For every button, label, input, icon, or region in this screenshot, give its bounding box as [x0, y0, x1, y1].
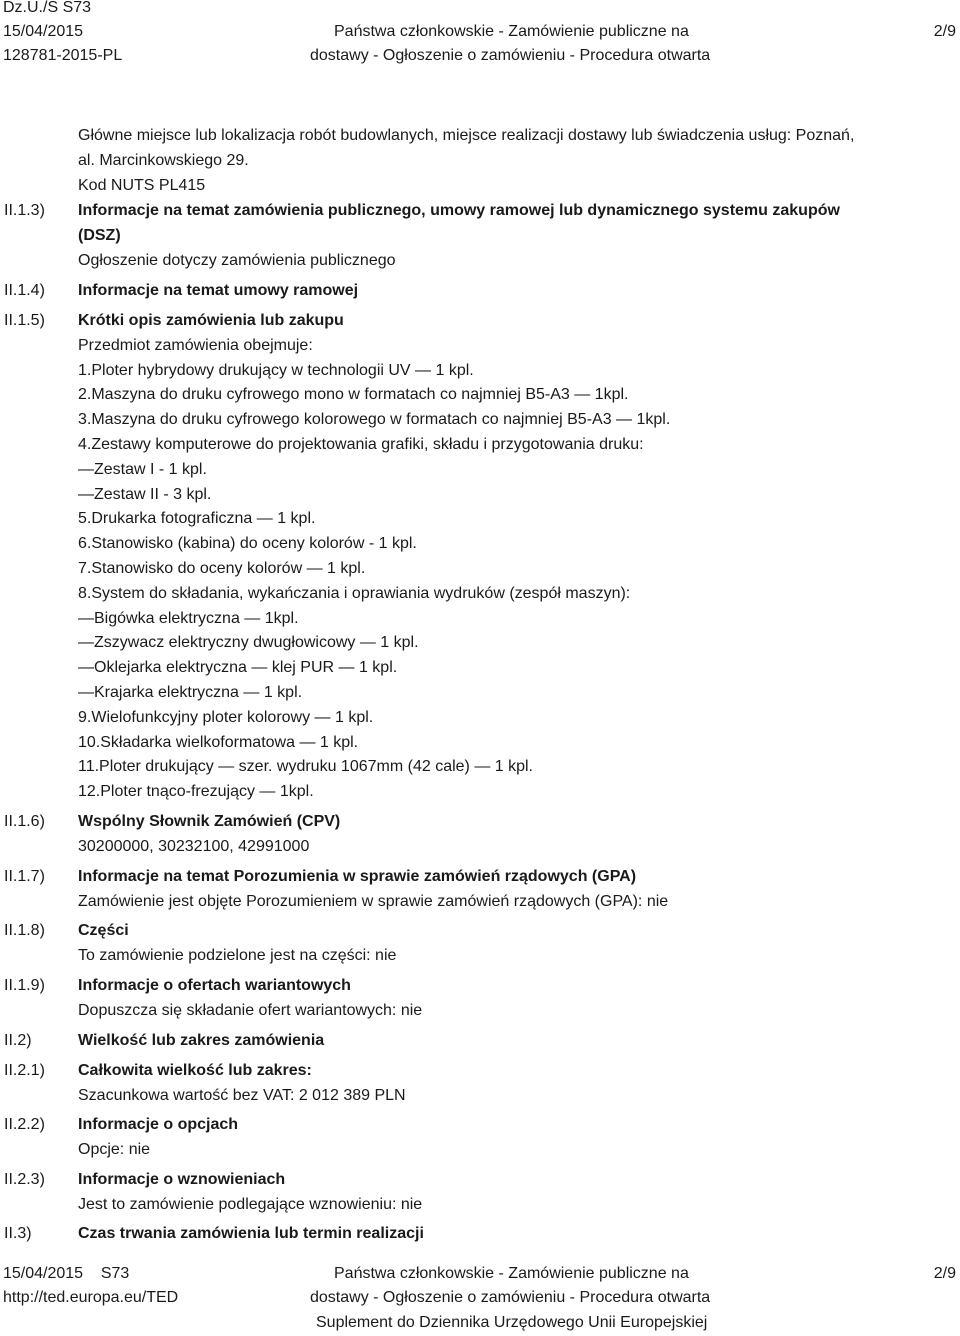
- section-number: II.2.1): [4, 1062, 45, 1079]
- section-text: Opcje: nie: [78, 1140, 151, 1158]
- list-item: —Zszywacz elektryczny dwugłowicowy — 1 kpl.: [78, 634, 419, 652]
- list-item: 5.Drukarka fotograficzna — 1 kpl.: [78, 510, 316, 528]
- section-number: II.1.7): [4, 868, 45, 885]
- section-heading: Wspólny Słownik Zamówień (CPV): [78, 813, 341, 830]
- section-heading: Informacje na temat zamówienia publicznego, umowy ramowej lub dynamicznego systemu zakupów: [78, 202, 840, 219]
- list-item: 11.Ploter drukujący — szer. wydruku 1067mm (42 cale) — 1 kpl.: [78, 758, 533, 776]
- section-ii-3: [4, 1222, 958, 1247]
- page-header: [0, 0, 960, 72]
- section-heading: Informacje o wznowieniach: [78, 1171, 286, 1188]
- section-text: Jest to zamówienie podlegające wznowieniu: nie: [78, 1195, 423, 1213]
- location-line1: Główne miejsce lub lokalizacja robót budowlanych, miejsce realizacji dostawy lub świadczenia usług: Poznań,: [78, 127, 855, 144]
- list-item: 10.Składarka wielkoformatowa — 1 kpl.: [78, 733, 359, 751]
- section-text: Dopuszcza się składanie ofert wariantowych: nie: [78, 1001, 423, 1019]
- section-heading: Informacje o opcjach: [78, 1116, 239, 1133]
- footer-date-issue: [3, 1262, 129, 1287]
- section-ii-2-1: [4, 1059, 958, 1109]
- section-heading: Informacje na temat umowy ramowej: [78, 282, 359, 299]
- section-heading-cont: (DSZ): [78, 226, 121, 244]
- header-title-line2: dostawy - Ogłoszenie o zamówieniu - Procedura otwarta: [310, 47, 711, 64]
- list-item: —Bigówka elektryczna — 1kpl.: [78, 609, 299, 627]
- header-page-number: 2/9: [933, 23, 956, 40]
- section-heading: Czas trwania zamówienia lub termin realizacji: [78, 1225, 424, 1242]
- page-footer: [0, 1262, 960, 1334]
- section-number: II.1.9): [4, 977, 45, 994]
- section-number: II.1.5): [4, 312, 45, 329]
- list-item: 2.Maszyna do druku cyfrowego mono w formatach co najmniej B5-A3 — 1kpl.: [78, 386, 629, 404]
- section-number: II.1.3): [4, 202, 45, 219]
- nuts-code: Kod NUTS PL415: [78, 176, 206, 194]
- section-number: II.1.8): [4, 922, 45, 939]
- list-item: —Krajarka elektryczna — 1 kpl.: [78, 683, 303, 701]
- footer-title-line3: Suplement do Dziennika Urzędowego Unii Europejskiej: [316, 1314, 708, 1331]
- section-text: Przedmiot zamówienia obejmuje:: [78, 336, 313, 354]
- list-item: 9.Wielofunkcyjny ploter kolorowy — 1 kpl.: [78, 708, 374, 726]
- section-heading: Krótki opis zamówienia lub zakupu: [78, 312, 344, 329]
- list-item: 12.Ploter tnąco-frezujący — 1kpl.: [78, 783, 314, 801]
- section-ii-2-3: [4, 1168, 958, 1218]
- section-number: II.2.2): [4, 1116, 45, 1133]
- section-heading: Informacje o ofertach wariantowych: [78, 977, 351, 994]
- location-block: [78, 124, 958, 198]
- header-title-line1: Państwa członkowskie - Zamówienie publiczne na: [334, 23, 689, 40]
- document-id: 128781-2015-PL: [3, 47, 123, 64]
- footer-url-link[interactable]: http://ted.europa.eu/TED: [3, 1289, 179, 1306]
- section-heading: Wielkość lub zakres zamówienia: [78, 1032, 325, 1049]
- footer-issue: S73: [100, 1265, 130, 1282]
- list-item: 3.Maszyna do druku cyfrowego kolorowego w formatach co najmniej B5-A3 — 1kpl.: [78, 411, 671, 429]
- section-ii-1-6: [4, 810, 958, 860]
- list-item: 4.Zestawy komputerowe do projektowania grafiki, składu i przygotowania druku:: [78, 435, 644, 453]
- list-item: —Oklejarka elektryczna — klej PUR — 1 kpl.: [78, 659, 398, 677]
- location-line2: al. Marcinkowskiego 29.: [78, 151, 249, 169]
- section-heading: Całkowita wielkość lub zakres:: [78, 1062, 312, 1079]
- list-item: —Zestaw I - 1 kpl.: [78, 460, 207, 478]
- section-number: II.1.4): [4, 282, 45, 299]
- section-ii-1-8: [4, 919, 958, 969]
- footer-title-line2: dostawy - Ogłoszenie o zamówieniu - Procedura otwarta: [310, 1289, 711, 1306]
- section-ii-1-9: [4, 974, 958, 1024]
- section-number: II.2): [4, 1032, 32, 1049]
- section-ii-1-7: [4, 865, 958, 915]
- section-text: Ogłoszenie dotyczy zamówienia publicznego: [78, 251, 396, 269]
- section-ii-1-3: [4, 199, 958, 273]
- list-item: 6.Stanowisko (kabina) do oceny kolorów - 1 kpl.: [78, 535, 417, 553]
- list-item: 8.System do składania, wykańczania i oprawiania wydruków (zespół maszyn):: [78, 584, 631, 602]
- section-ii-2: [4, 1029, 958, 1054]
- journal-ref: Dz.U./S S73: [3, 0, 92, 16]
- section-number: II.2.3): [4, 1171, 45, 1188]
- footer-date: 15/04/2015: [3, 1265, 84, 1282]
- section-ii-2-2: [4, 1113, 958, 1163]
- list-item: 7.Stanowisko do oceny kolorów — 1 kpl.: [78, 559, 366, 577]
- section-number: II.3): [4, 1225, 32, 1242]
- section-text: 30200000, 30232100, 42991000: [78, 837, 310, 855]
- header-date: 15/04/2015: [3, 23, 84, 40]
- section-ii-1-4: [4, 279, 958, 304]
- footer-title-line1: Państwa członkowskie - Zamówienie publiczne na: [334, 1265, 689, 1282]
- list-item: —Zestaw II - 3 kpl.: [78, 485, 212, 503]
- section-text: Zamówienie jest objęte Porozumieniem w sprawie zamówień rządowych (GPA): nie: [78, 892, 669, 910]
- section-heading: Informacje na temat Porozumienia w sprawie zamówień rządowych (GPA): [78, 868, 637, 885]
- section-text: Szacunkowa wartość bez VAT: 2 012 389 PLN: [78, 1086, 406, 1104]
- list-item: 1.Ploter hybrydowy drukujący w technologii UV — 1 kpl.: [78, 361, 474, 379]
- footer-page-number: 2/9: [933, 1265, 956, 1282]
- section-heading: Części: [78, 922, 129, 939]
- section-number: II.1.6): [4, 813, 45, 830]
- section-text: To zamówienie podzielone jest na części: nie: [78, 946, 397, 964]
- section-ii-1-5: [4, 309, 958, 805]
